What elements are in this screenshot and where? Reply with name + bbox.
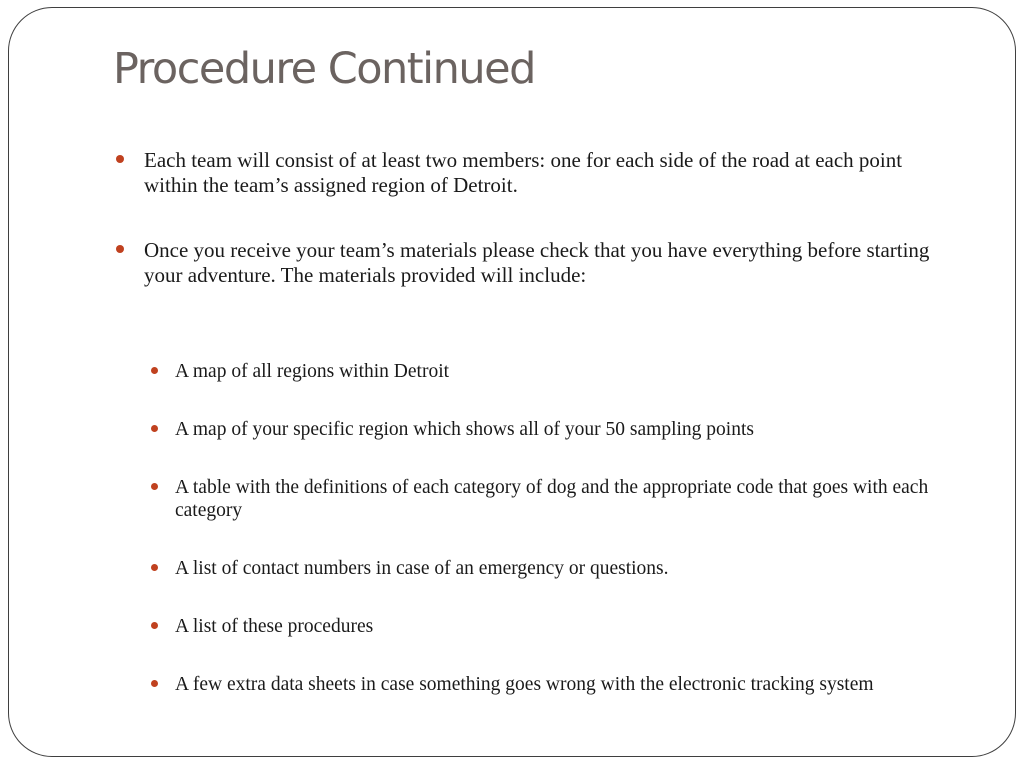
sub-bullet-item bbox=[175, 673, 965, 696]
sub-bullet-text: A map of all regions within Detroit bbox=[175, 361, 450, 382]
sub-bullet-text: A list of these procedures bbox=[175, 616, 374, 637]
bullet-dot-icon bbox=[116, 155, 124, 163]
bullet-dot-icon bbox=[151, 483, 158, 490]
sub-bullet-item bbox=[175, 557, 965, 580]
bullet-dot-icon bbox=[151, 564, 158, 571]
sub-bullet-text: A table with the definitions of each category of dog and the appropriate code that goes with each category bbox=[175, 477, 929, 521]
bullet-dot-icon bbox=[116, 245, 124, 253]
sub-bullet-item bbox=[175, 360, 965, 383]
sub-bullet-item bbox=[175, 476, 965, 522]
sub-bullet-text: A few extra data sheets in case something goes wrong with the electronic tracking system bbox=[175, 674, 874, 695]
sub-bullet-text: A map of your specific region which shows all of your 50 sampling points bbox=[175, 419, 754, 440]
sub-bullet-item bbox=[175, 615, 965, 638]
bullet-dot-icon bbox=[151, 622, 158, 629]
bullet-dot-icon bbox=[151, 425, 158, 432]
bullet-dot-icon bbox=[151, 680, 158, 687]
bullet-text: Each team will consist of at least two members: one for each side of the road at each point within the team’s assigned region of Detroit. bbox=[144, 148, 903, 197]
sub-bullet-text: A list of contact numbers in case of an emergency or questions. bbox=[175, 558, 669, 579]
sub-bullet-item bbox=[175, 418, 965, 441]
bullet-text: Once you receive your team’s materials please check that you have everything before starting your adventure. The materials provided will include: bbox=[144, 238, 930, 287]
bullet-item bbox=[144, 148, 944, 198]
bullet-item bbox=[144, 238, 944, 288]
slide-title: Procedure Continued bbox=[113, 44, 535, 94]
bullet-dot-icon bbox=[151, 367, 158, 374]
